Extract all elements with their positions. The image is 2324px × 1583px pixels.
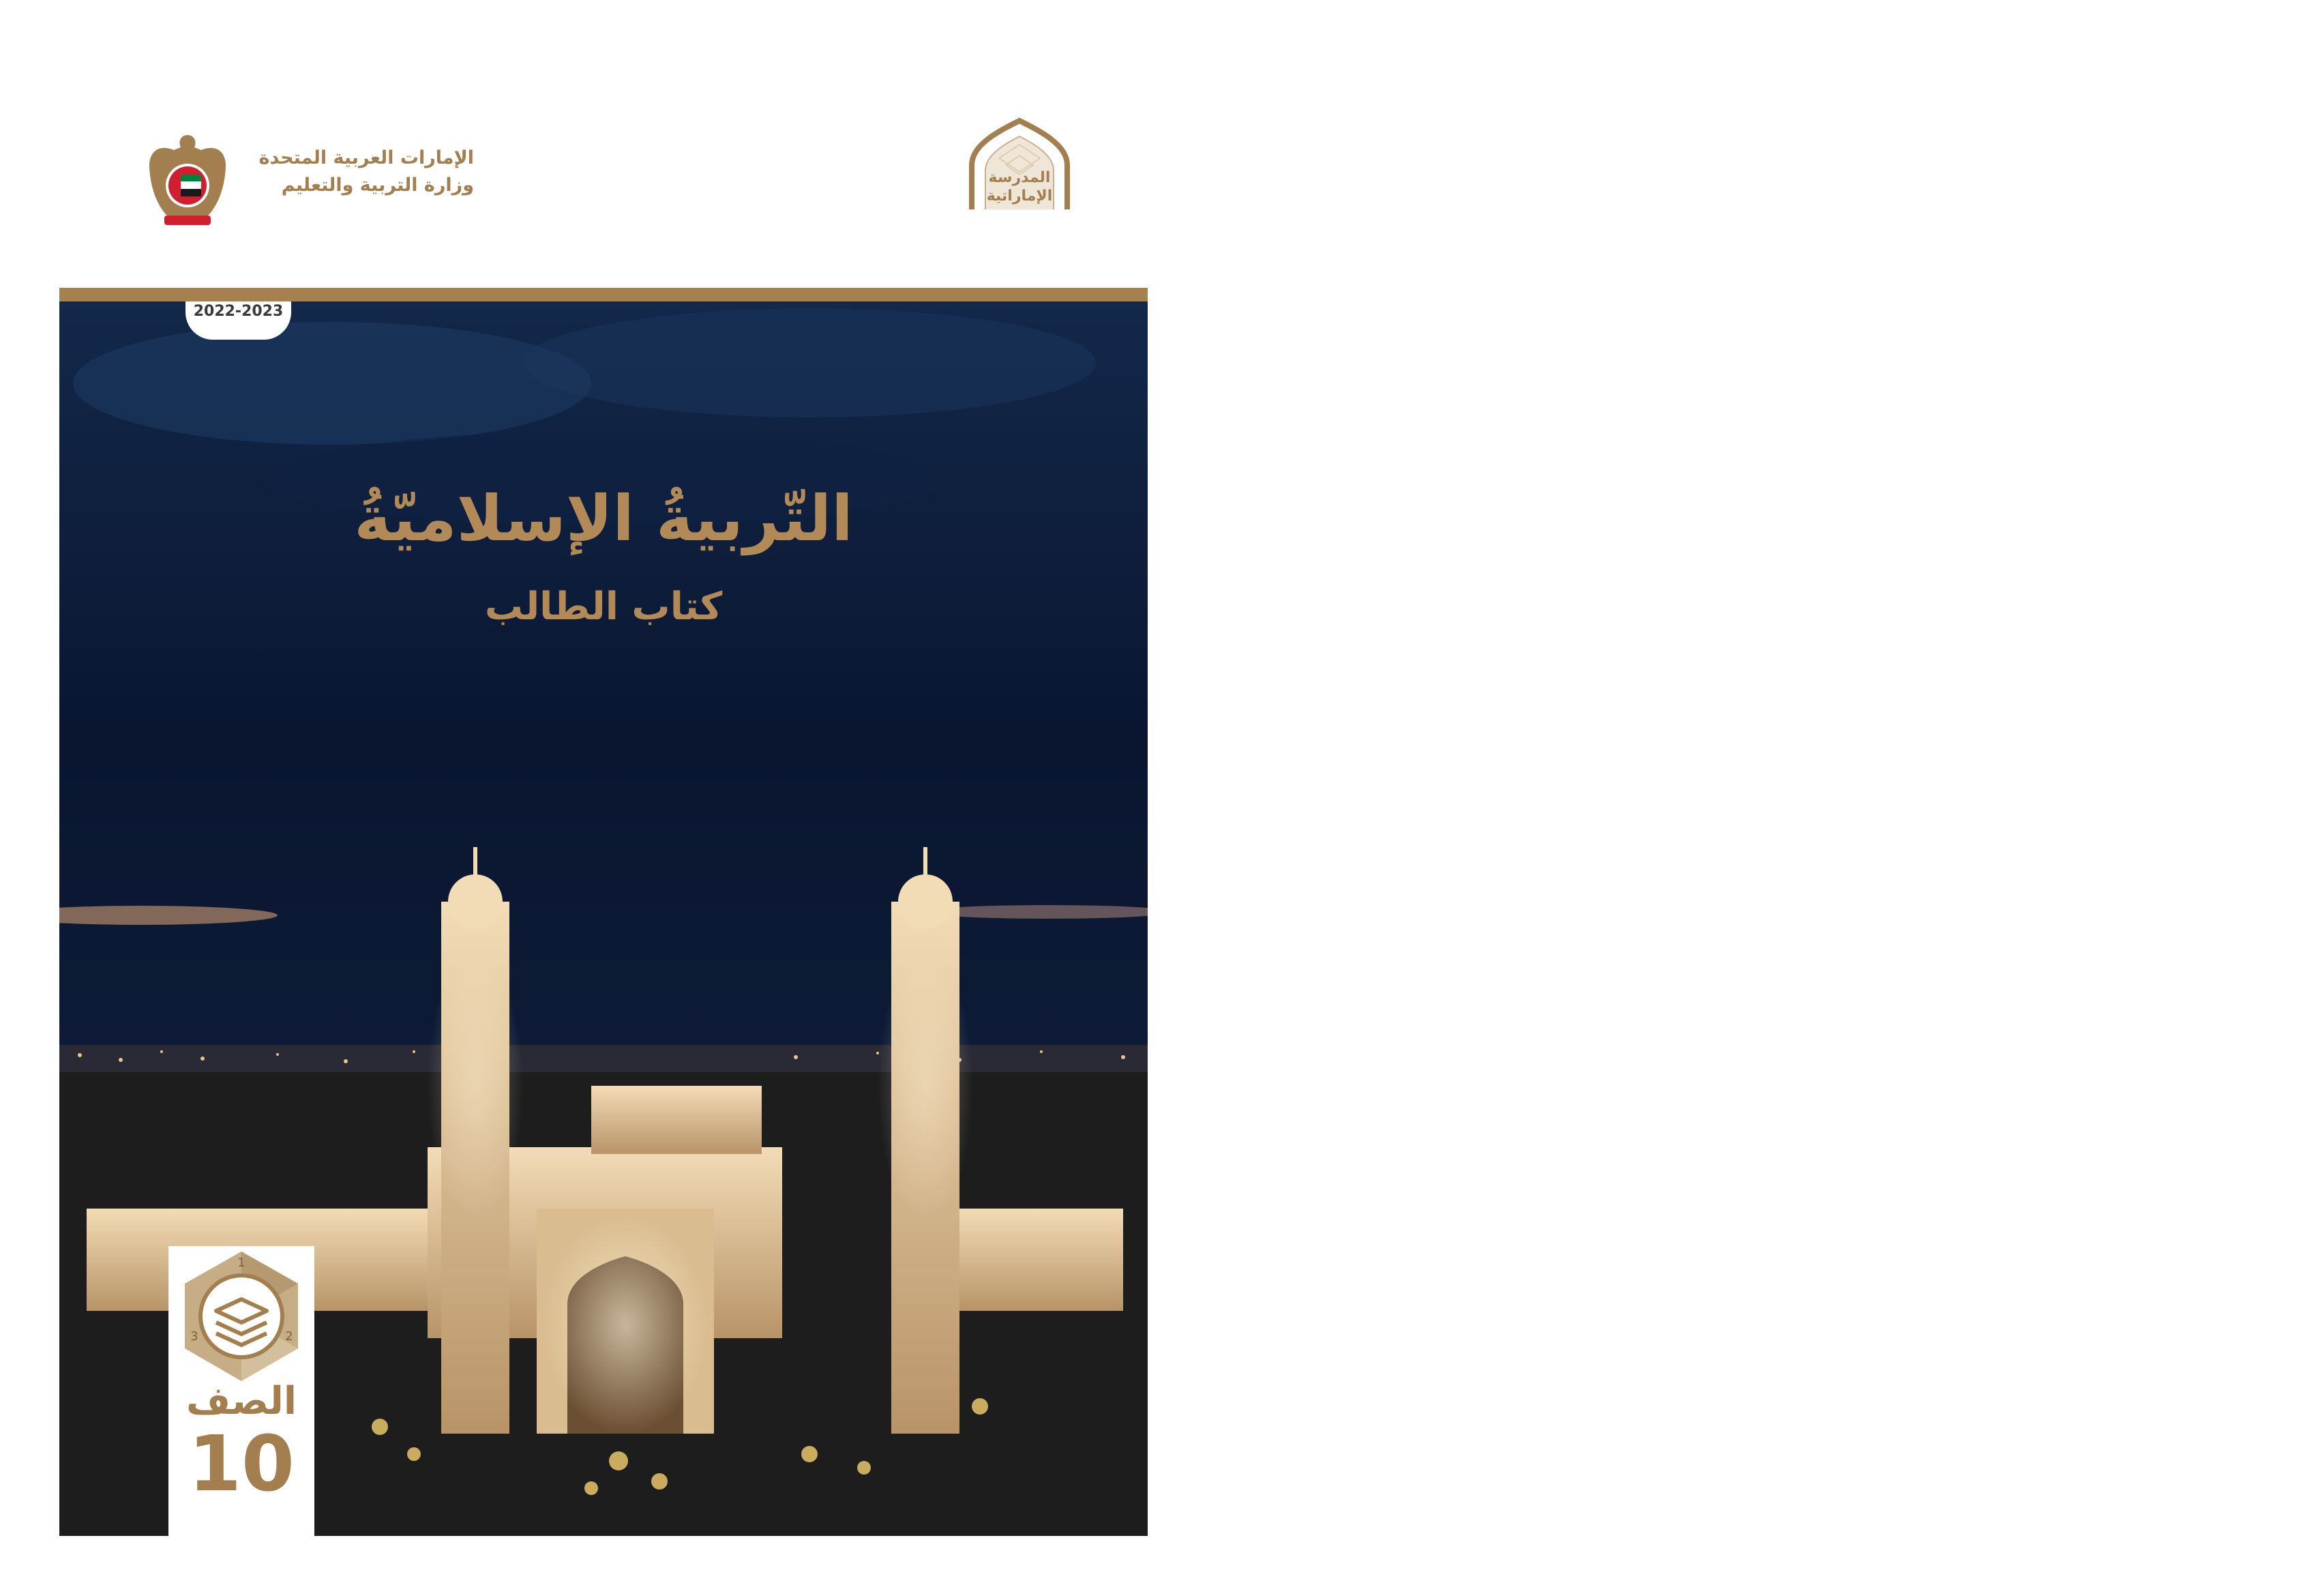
grade-label: الصف bbox=[185, 1379, 297, 1423]
school-logo-line2: الإماراتية bbox=[986, 188, 1053, 205]
book-title: التّربيةُ الإسلاميّةُ bbox=[354, 482, 853, 555]
ministry-line-country: الإمارات العربية المتحدة bbox=[258, 147, 474, 168]
grade-number: 10 bbox=[188, 1420, 295, 1509]
cover-top-band bbox=[59, 288, 1148, 301]
book-subtitle: كتاب الطالب bbox=[484, 585, 723, 629]
term-number-1: 1 bbox=[237, 1256, 245, 1270]
ministry-line-ministry: وزارة التربية والتعليم bbox=[281, 175, 474, 196]
term-number-3: 3 bbox=[190, 1329, 198, 1344]
school-logo-line1: المدرسة bbox=[988, 169, 1051, 186]
emirati-school-logo-icon bbox=[958, 117, 1081, 213]
book-cover bbox=[59, 288, 1148, 1536]
uae-emblem-icon bbox=[147, 130, 228, 232]
grade-badge bbox=[168, 1246, 314, 1536]
ministry-name bbox=[242, 145, 474, 199]
term-number-2: 2 bbox=[285, 1329, 293, 1344]
term-hexagon bbox=[168, 1246, 314, 1400]
academic-year-tab: 2022-2023 bbox=[185, 301, 291, 340]
